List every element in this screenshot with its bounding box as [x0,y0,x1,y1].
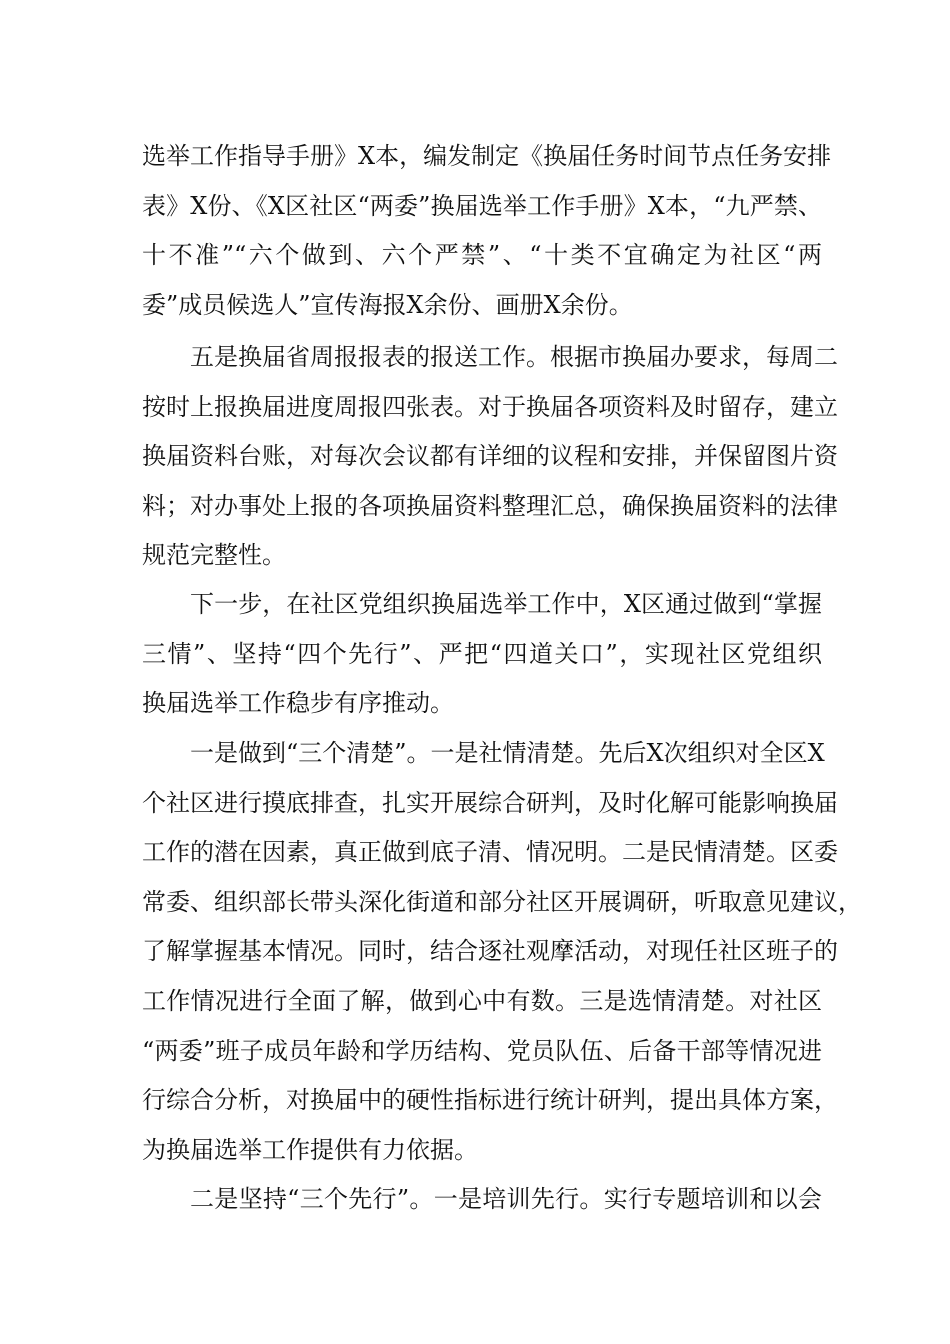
text-line: 为换届选举工作提供有力依据。 [142,1135,478,1164]
text-line: 五是换届省周报报表的报送工作。根据市换届办要求，每周二 [190,343,838,371]
paragraph-3 [142,729,862,1175]
text-line: 料；对办事处上报的各项换届资料整理汇总，确保换届资料的法律 [142,491,838,520]
text-line: 工作的潜在因素，真正做到底子清、情况明。二是民情清楚。区委 [142,838,838,867]
text-line: 一是做到“三个清楚”。一是社情清楚。先后X次组织对全区X [190,739,825,767]
text-line: 行综合分析，对换届中的硬性指标进行统计研判，提出具体方案， [142,1086,838,1115]
text-line: 委”成员候选人”宣传海报X余份、画册X余份。 [142,290,633,319]
paragraph-2 [142,580,822,729]
text-line: “两委”班子成员年龄和学历结构、党员队伍、后备干部等情况进 [142,1036,822,1065]
paragraph-0 [142,132,832,330]
text-line: 选举工作指导手册》X本，编发制定《换届任务时间节点任务安排 [142,142,832,170]
text-line: 工作情况进行全面了解，做到心中有数。三是选情清楚。对社区 [142,986,822,1015]
text-line: 三情”、坚持“四个先行”、严把“四道关口”，实现社区党组织 [142,639,822,668]
text-line: 表》X份、《X区社区“两委”换届选举工作手册》X本，“九严禁、 [142,191,822,220]
text-line: 规范完整性。 [142,541,286,570]
paragraph-1 [142,333,838,581]
text-line: 常委、组织部长带头深化街道和部分社区开展调研，听取意见建议， [142,887,862,916]
text-line: 换届选举工作稳步有序推动。 [142,689,454,718]
text-line: 换届资料台账，对每次会议都有详细的议程和安排，并保留图片资 [142,442,838,471]
text-line: 十不准”“六个做到、六个严禁”、“十类不宜确定为社区“两 [142,241,822,270]
text-line: 个社区进行摸底排查，扎实开展综合研判，及时化解可能影响换届 [142,788,838,817]
text-line: 二是坚持“三个先行”。一是培训先行。实行专题培训和以会 [190,1185,822,1213]
paragraph-4 [142,1175,822,1225]
text-line: 了解掌握基本情况。同时，结合逐社观摩活动，对现任社区班子的 [142,937,838,966]
text-line: 按时上报换届进度周报四张表。对于换届各项资料及时留存，建立 [142,392,838,421]
text-line: 下一步，在社区党组织换届选举工作中，X区通过做到“掌握 [190,590,822,618]
